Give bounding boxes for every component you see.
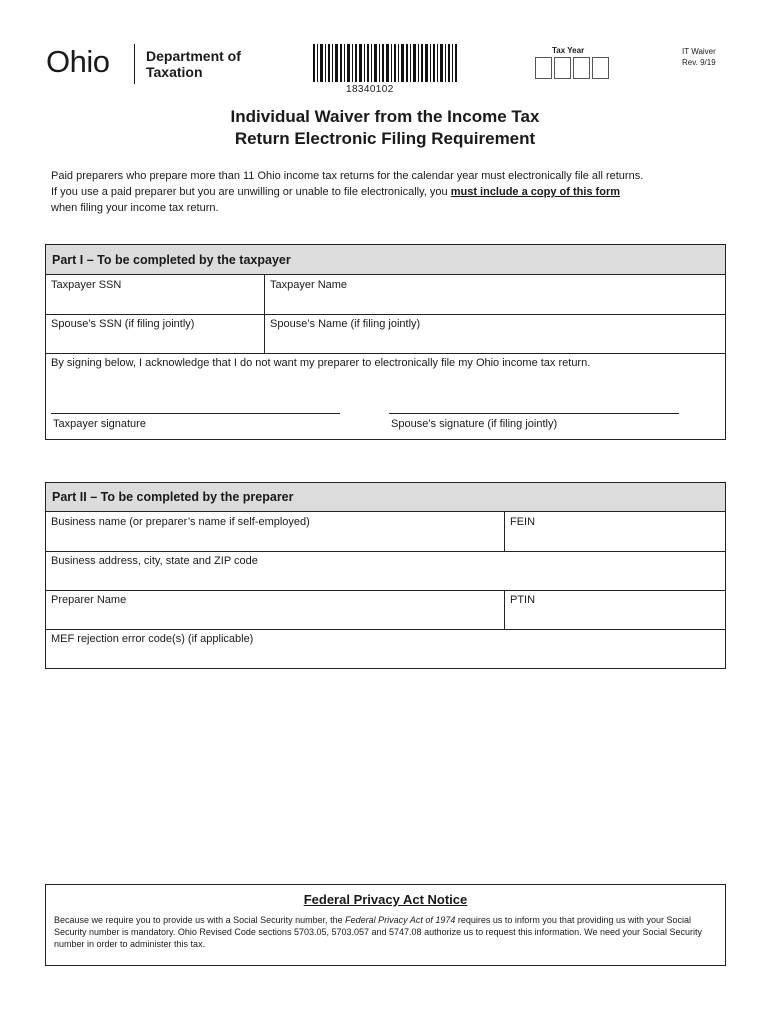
taxpayer-name-field[interactable] xyxy=(265,276,723,314)
taxpayer-ssn-field[interactable] xyxy=(46,276,264,314)
mef-codes-field[interactable] xyxy=(46,630,723,667)
privacy-text-part2: requires us to inform you that providing us with your Social Security number is mandatory. Ohio Revised Code sections 5703.05, 5703.057 and 5747.08 authorize us to request this information. We need your Social Security number in order to administer this tax. xyxy=(54,915,703,949)
part1-section xyxy=(45,244,726,440)
taxpayer-signature-line[interactable] xyxy=(51,413,340,414)
form-revision: Rev. 9/19 xyxy=(682,58,716,67)
taxpayer-signature-label: Taxpayer signature xyxy=(53,418,146,430)
fein-field[interactable] xyxy=(505,513,723,551)
acknowledgment-text: By signing below, I acknowledge that I do not want my preparer to electronically file my Ohio income tax return. xyxy=(51,357,591,369)
intro-paragraph xyxy=(51,168,721,216)
business-address-label: Business address, city, state and ZIP code xyxy=(51,555,258,567)
tax-year-label: Tax Year xyxy=(552,46,585,55)
intro-line2-text: If you use a paid preparer but you are unwilling or unable to file electronically, you xyxy=(51,186,451,198)
spouse-name-label: Spouse’s Name (if filing jointly) xyxy=(270,318,421,330)
taxpayer-ssn-label: Taxpayer SSN xyxy=(51,279,122,291)
taxpayer-name-label: Taxpayer Name xyxy=(270,279,348,291)
intro-line2 xyxy=(51,184,721,200)
logo-divider xyxy=(134,44,135,84)
privacy-notice-text xyxy=(54,914,716,950)
spouse-ssn-label: Spouse’s SSN (if filing jointly) xyxy=(51,318,195,330)
tax-year-input[interactable] xyxy=(535,57,611,79)
ptin-field[interactable] xyxy=(505,591,723,629)
privacy-notice xyxy=(45,884,726,966)
privacy-act-name: Federal Privacy Act of 1974 xyxy=(345,915,456,925)
privacy-notice-title: Federal Privacy Act Notice xyxy=(303,892,468,907)
barcode-number: 18340102 xyxy=(346,84,394,95)
ohio-logo-wordmark: Ohio xyxy=(46,44,110,79)
tax-year-digit-box[interactable] xyxy=(573,57,590,79)
part2-section xyxy=(45,482,726,669)
form-title-line1: Individual Waiver from the Income Tax xyxy=(230,107,540,126)
spouse-signature-label: Spouse’s signature (if filing jointly) xyxy=(391,418,558,430)
intro-emphasis: must include a copy of this form xyxy=(450,186,620,198)
spouse-signature-line[interactable] xyxy=(389,413,679,414)
mef-codes-label: MEF rejection error code(s) (if applicable) xyxy=(51,633,254,645)
fein-label: FEIN xyxy=(510,516,536,528)
form-id xyxy=(682,46,716,68)
form-title xyxy=(0,106,770,150)
part1-heading: Part I – To be completed by the taxpayer xyxy=(46,245,725,275)
intro-line1: Paid preparers who prepare more than 11 Ohio income tax returns for the calendar year must electronically file all returns. xyxy=(51,170,644,182)
department-name-line2: Taxation xyxy=(146,64,203,80)
form-title-line2: Return Electronic Filing Requirement xyxy=(234,129,536,148)
tax-year-digit-box[interactable] xyxy=(554,57,571,79)
privacy-text-part1: Because we require you to provide us with a Social Security number, the xyxy=(54,915,346,925)
preparer-name-label: Preparer Name xyxy=(51,594,127,606)
spouse-ssn-field[interactable] xyxy=(46,315,264,353)
department-name xyxy=(146,48,241,80)
tax-year-digit-box[interactable] xyxy=(592,57,609,79)
form-number: IT Waiver xyxy=(682,47,716,56)
part2-heading: Part II – To be completed by the preparer xyxy=(46,483,725,512)
spouse-name-field[interactable] xyxy=(265,315,723,353)
tax-year-digit-box[interactable] xyxy=(535,57,552,79)
business-name-field[interactable] xyxy=(46,513,504,551)
preparer-name-field[interactable] xyxy=(46,591,504,629)
business-address-field[interactable] xyxy=(46,552,723,590)
department-name-line1: Department of xyxy=(146,48,241,64)
ptin-label: PTIN xyxy=(510,594,536,606)
barcode-icon xyxy=(313,44,459,82)
intro-line3: when filing your income tax return. xyxy=(51,202,219,214)
business-name-label: Business name (or preparer’s name if self-employed) xyxy=(51,516,310,528)
